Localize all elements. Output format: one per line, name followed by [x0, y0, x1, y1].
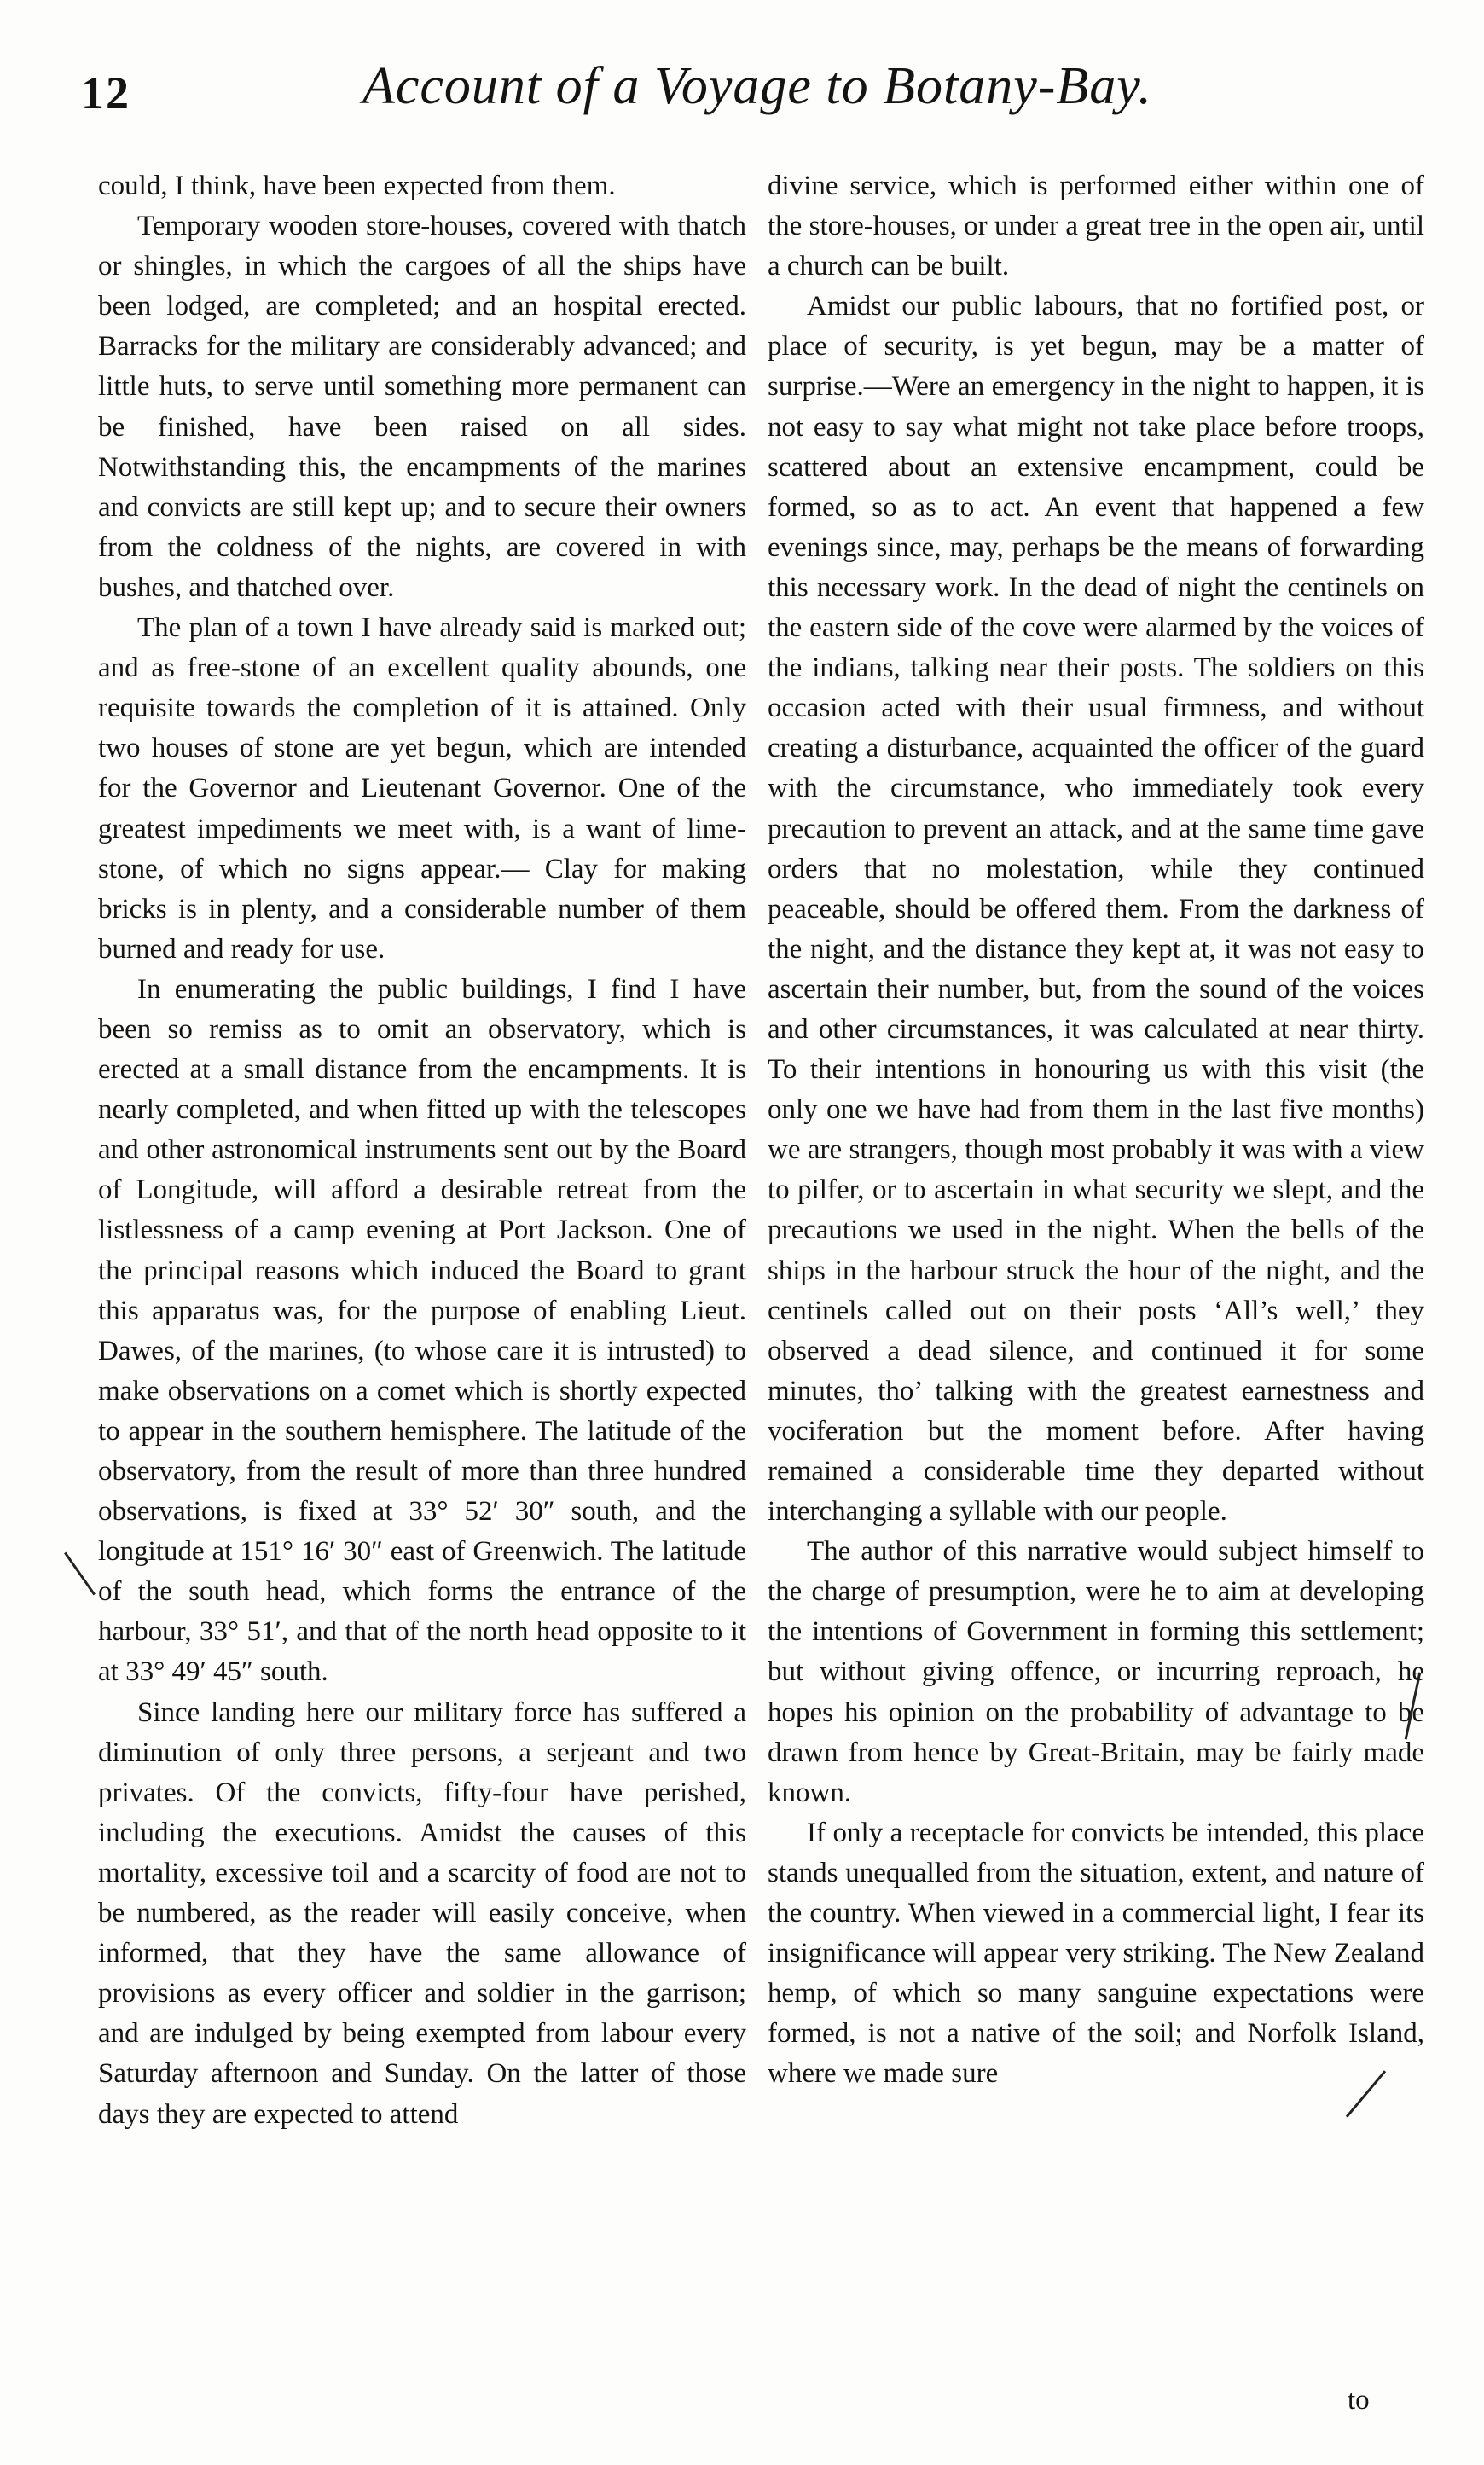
paragraph: Since landing here our military force has suffered a diminution of only three persons, a serjeant and two privates. Of the convicts, fifty-four have perished, including the executions. Amidst the causes of this mortality, excessive toil and a scarcity of food are not to be numbered, as the reader will easily conceive, when informed, that they have the same allowance of provisions as every officer and soldier in the garrison; and are indulged by being exempted from labour every Saturday afternoon and Sunday. On the latter of those days they are expected to attend [98, 1696, 746, 2130]
right-column [768, 166, 1424, 2095]
paragraph: Temporary wooden store-houses, covered with thatch or shingles, in which the cargoes of all the ships have been lodged, are completed; and an hospital erected. Barracks for the military are considerably advanced; and little huts, to serve until something more permanent can be finished, have been raised on all sides. Notwithstanding this, the encampments of the marines and convicts are still kept up; and to secure their owners from the coldness of the nights, are covered in with bushes, and thatched over. [98, 211, 746, 603]
running-title: Account of a Voyage to Botany-Bay. [362, 57, 1152, 115]
paragraph: could, I think, have been expected from them. [98, 171, 616, 201]
page-header [81, 51, 1412, 145]
paragraph: divine service, which is performed either within one of the store-houses, or under a great tree in the open air, until a church can be built. [768, 171, 1424, 282]
paragraph: The author of this narrative would subject himself to the charge of presumption, were he to aim at developing the intentions of Government in forming this settlement; but without giving offence, or incurring reproach, he hopes his opinion on the probability of advantage to be drawn from hence by Great-Britain, may be fairly made known. [768, 1536, 1424, 1808]
paragraph: The plan of a town I have already said is marked out; and as free-stone of an excellent quality abounds, one requisite towards the completion of it is attained. Only two houses of stone are yet begun, which are intended for the Governor and Lieutenant Governor. One of the greatest impediments we meet with, is a want of lime-stone, of which no signs appear.— Clay for making bricks is in plenty, and a considerable number of them burned and ready for use. [98, 612, 746, 965]
margin-pen-mark [64, 1552, 96, 1596]
left-column [98, 166, 746, 2135]
page-number: 12 [81, 67, 130, 119]
paragraph: Amidst our public labours, that no fortified post, or place of security, is yet begun, may be a matter of surprise.—Were an emergency in the night to happen, it is not easy to say what might not take place before troops, scattered about an extensive encampment, could be formed, so as to act. An event that happened a few evenings since, may, perhaps be the means of forwarding this necessary work. In the dead of night the centinels on the eastern side of the cove were alarmed by the voices of the indians, talking near their posts. The soldiers on this occasion acted with their usual firmness, and without creating a disturbance, acquainted the officer of the guard with the circumstance, who immediately took every precaution to prevent an attack, and at the same time gave orders that no molestation, while they continued peaceable, should be offered them. From the darkness of the night, and the distance they kept at, it was not easy to ascertain their number, but, from the sound of the voices and other circumstances, it was calculated at near thirty. To their intentions in honouring us with this visit (the only one we have had from them in the last five months) we are strangers, though most probably it was with a view to pilfer, or to ascertain in what security we slept, and the precautions we used in the night. When the bells of the ships in the harbour struck the hour of the night, and the centinels called out on their posts ‘All’s well,’ they observed a dead silence, and continued it for some minutes, tho’ talking with the greatest earnestness and vociferation but the moment before. After having remained a considerable time they departed without interchanging a syllable with our people. [768, 291, 1424, 1528]
paragraph: If only a receptacle for convicts be intended, this place stands unequalled from the situation, extent, and nature of the country. When viewed in a commercial light, I fear its insignificance will appear very striking. The New Zealand hemp, of which so many sanguine expectations were formed, is not a native of the soil; and Norfolk Island, where we made sure [768, 1817, 1424, 2090]
paragraph: In enumerating the public buildings, I find I have been so remiss as to omit an observatory, which is erected at a small distance from the encampments. It is nearly completed, and when fitted up with the telescopes and other astronomical instruments sent out by the Board of Longitude, will afford a desirable retreat from the listlessness of a camp evening at Port Jackson. One of the principal reasons which induced the Board to grant this apparatus was, for the purpose of enabling Lieut. Dawes, of the marines, (to whose care it is intrusted) to make observations on a comet which is shortly expected to appear in the southern hemisphere. The latitude of the observatory, from the result of more than three hundred observations, is fixed at 33° 52′ 30″ south, and the longitude at 151° 16′ 30″ east of Greenwich. The latitude of the south head, which forms the entrance of the harbour, 33° 51′, and that of the north head opposite to it at 33° 49′ 45″ south. [98, 973, 746, 1688]
catchword: to [1348, 2385, 1370, 2416]
